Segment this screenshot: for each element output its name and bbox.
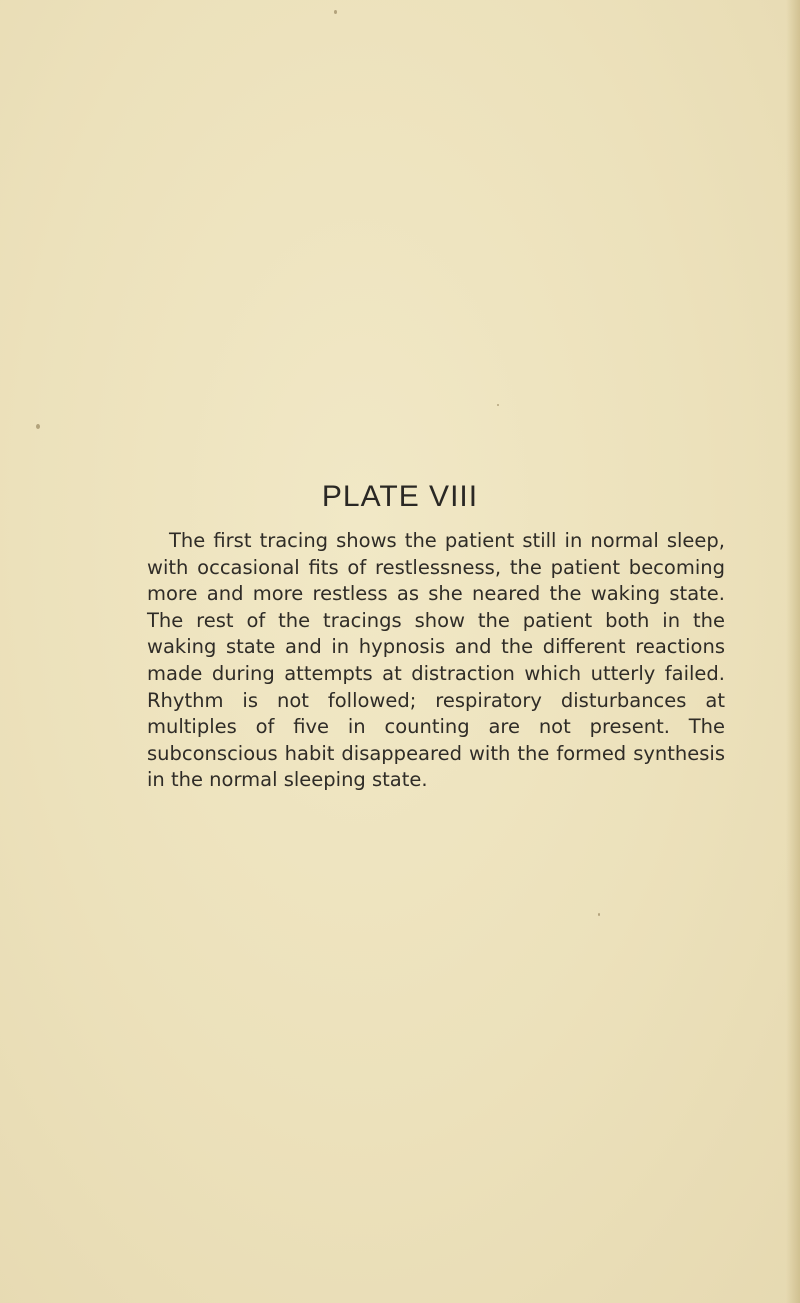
paper-speck [36, 424, 40, 429]
page-edge-shadow [786, 0, 800, 1303]
plate-title: PLATE VIII [321, 480, 479, 513]
plate-caption: The first tracing shows the patient still in normal sleep, with occasional fits of restlessness, the patient becoming more and more restless as she neared the waking state. The rest of the tracings show the patient both in the waking state and in hypnosis and the different reactions made during attempts at distraction which utterly failed. Rhythm is not followed; respiratory disturbances at multiples of five in counting are not present. The subconscious habit disappeared with the formed synthesis in the normal sleeping state. [147, 529, 725, 792]
paper-speck [497, 404, 499, 406]
paper-speck [598, 913, 600, 916]
paper-speck [334, 10, 337, 14]
